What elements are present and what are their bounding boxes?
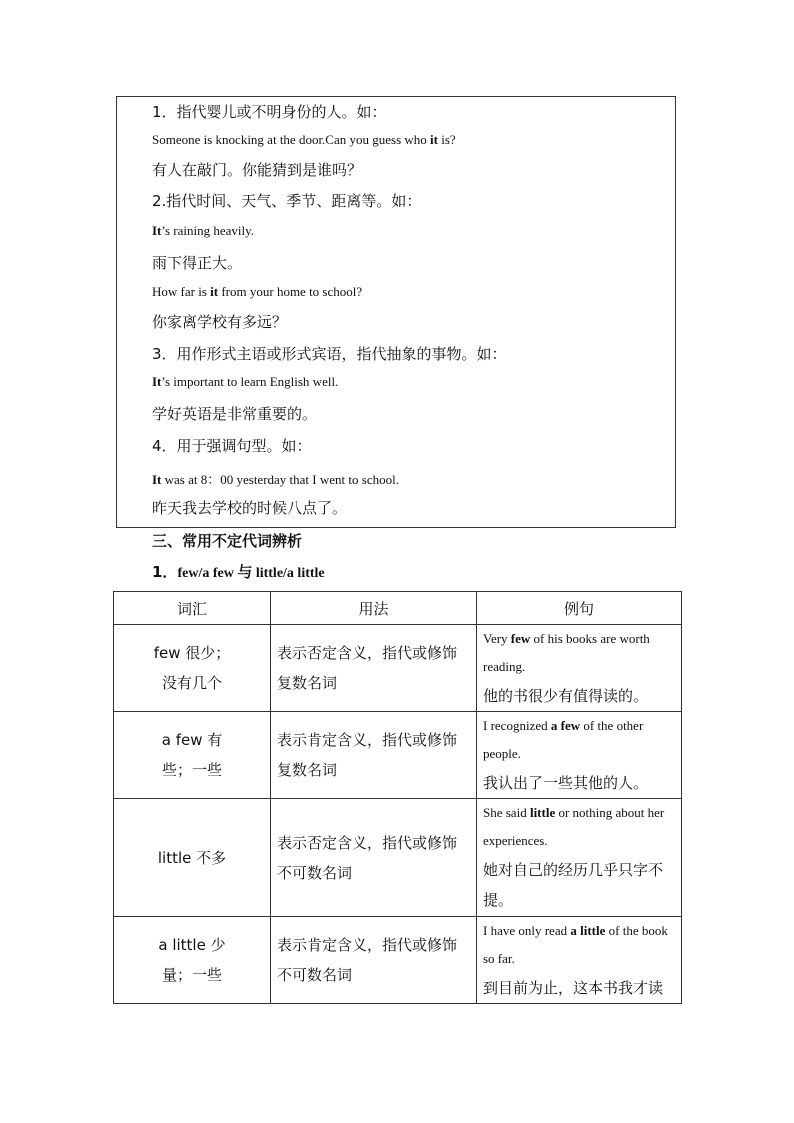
note-example-4-zh: 学好英语是非常重要的。 [152,405,318,423]
table-row [114,712,682,799]
text: I have only read [483,923,571,938]
grammar-note-box [116,96,676,528]
word-line-2: 没有几个 [161,674,222,692]
note-item-3-heading: 3．用作形式主语或形式宾语，指代抽象的事物。如： [152,345,507,363]
word-cell [114,917,271,1004]
subsection-en: few/a few [177,566,238,581]
note-example-4-en [152,374,338,390]
note-example-1-en [152,132,456,148]
word-line-1: a few 有 [161,731,223,749]
example-en [483,625,675,681]
word-line-1: a little 少 [158,936,226,954]
text: How far is [152,284,211,299]
note-example-2-zh: 雨下得正大。 [152,254,243,272]
note-item-4-heading: 4．用于强调句型。如： [152,437,312,455]
example-cell [477,799,682,917]
text: from your home to school? [218,284,363,299]
header-usage: 用法 [271,592,477,625]
usage-cell: 表示否定含义，指代或修饰复数名词 [271,625,477,712]
note-example-3-zh: 你家离学校有多远？ [152,313,288,331]
note-example-2-en [152,223,254,239]
text: Someone is knocking at the door.Can you guess who [152,132,431,147]
bold-word: a little [570,923,606,938]
text: of the other people. [483,718,644,761]
usage-cell: 表示肯定含义，指代或修饰不可数名词 [271,917,477,1004]
example-cell [477,712,682,799]
example-zh: 她对自己的经历几乎只字不提。 [483,861,664,909]
word-line-2: 些；一些 [161,761,222,779]
text: Very [483,631,511,646]
text: She said [483,805,530,820]
text: or nothing about her experiences. [483,805,665,848]
example-en [483,712,675,768]
text: is? [437,132,456,147]
example-cell [477,917,682,1004]
table-row [114,799,682,917]
bold-it: It [152,223,162,238]
example-cell [477,625,682,712]
bold-word: few [510,631,531,646]
note-example-1-zh: 有人在敲门。你能猜到是谁吗？ [152,161,363,179]
subsection-title [152,561,325,582]
word-cell [114,712,271,799]
word-cell [114,625,271,712]
header-word: 词汇 [114,592,271,625]
subsection-zh: 与 [237,563,253,581]
text: of the book so far. [483,923,668,966]
table-row [114,625,682,712]
note-example-3-en [152,284,362,300]
example-zh: 他的书很少有值得读的。 [483,687,649,705]
word-cell [114,799,271,917]
text: ’s important to learn English well. [161,374,339,389]
note-item-1-heading: 1．指代婴儿或不明身份的人。如： [152,103,387,121]
bold-it: it [210,284,219,299]
word-line-2: 量；一些 [161,966,222,984]
word-line-1: few 很少； [153,644,231,662]
note-item-2-heading: 2.指代时间、天气、季节、距离等。如： [152,192,422,210]
table-header-row [114,592,682,625]
bold-word: a few [550,718,581,733]
usage-cell: 表示否定含义，指代或修饰不可数名词 [271,799,477,917]
text: of his books are worth reading. [483,631,650,674]
usage-cell: 表示肯定含义，指代或修饰复数名词 [271,712,477,799]
note-example-5-en [152,469,399,488]
bold-it: It [152,472,162,487]
subsection-number: 1． [152,563,178,581]
bold-it: it [430,132,438,147]
example-zh: 到目前为止，这本书我才读 [483,979,664,997]
section-title: 三、常用不定代词辨析 [152,532,303,550]
table-row [114,917,682,1004]
text: I recognized [483,718,551,733]
example-zh: 我认出了一些其他的人。 [483,774,649,792]
text: was at 8：00 yesterday that I went to school. [161,472,399,487]
text: ’s raining heavily. [161,223,255,238]
example-en [483,917,675,973]
pronoun-table [113,591,682,1004]
bold-word: little [529,805,556,820]
example-en [483,799,675,855]
word-line-1: little 不多 [157,848,227,867]
subsection-en-2: little/a little [252,566,325,581]
note-example-5-zh: 昨天我去学校的时候八点了。 [152,499,348,517]
bold-it: It [152,374,162,389]
header-example: 例句 [477,592,682,625]
